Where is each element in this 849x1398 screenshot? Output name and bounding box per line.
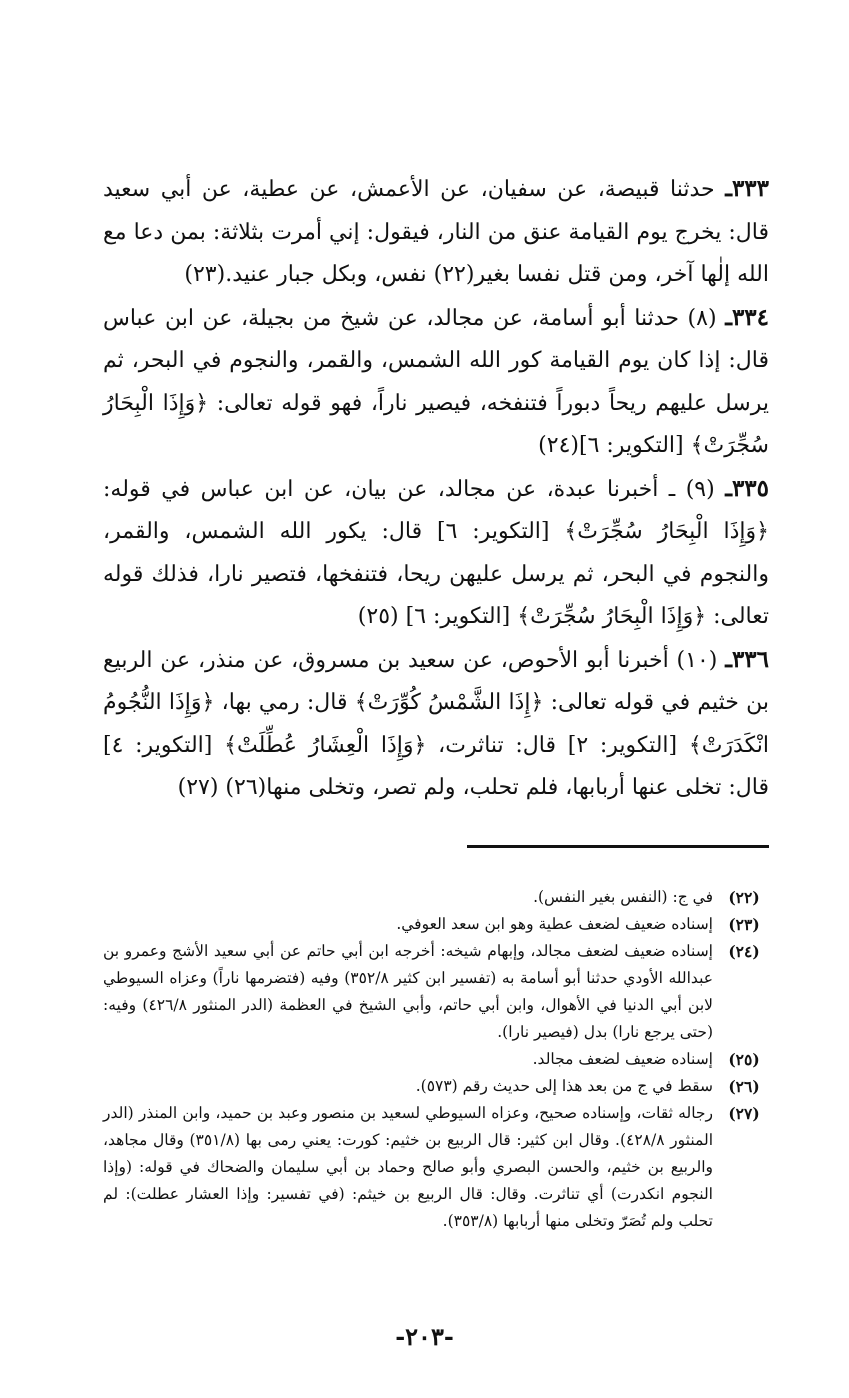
footnote-number: (٢٤) (728, 941, 760, 961)
footnote-text: في ج: (النفس بغير النفس). (533, 887, 713, 906)
entry-number: ٣٣٤ـ (725, 303, 769, 331)
entry-number: ٣٣٥ـ (725, 474, 769, 502)
footnote-text: إسناده ضعيف لضعف مجالد، وإبهام شيخه: أخرجه ابن أبي حاتم عن أبي سعيد الأشج وعمرو بن عبدالله الأودي حدثنا أبو أسامة به (تفسير ابن كثير ٣٥٢/٨) وفيه (فتضرمها ناراً) وعزاه السيوطي لابن أبي الدنيا في الأهوال، وابن أبي حاتم، وأبي الشيخ في العظمة (الدر المنثور ٤٢٦/٨) وفيه: (حتى يرجع نارا) بدل (فيصير نارا). (103, 941, 713, 1041)
footnote-number: (٢٣) (728, 914, 760, 934)
footnote-text: إسناده ضعيف لضعف عطية وهو ابن سعد العوفي. (396, 914, 713, 933)
footnote-text: سقط في ج من بعد هذا إلى حديث رقم (٥٧٣). (415, 1076, 713, 1095)
entry-text: حدثنا قبيصة، عن سفيان، عن الأعمش، عن عطية، عن أبي سعيد قال: يخرج يوم القيامة عنق من النار، فيقول: إني أمرت بثلاثة: بمن دعا مع الله إلٰها آخر، ومن قتل نفسا بغير(٢٢) نفس، وبكل جبار عنيد.(٢٣) (103, 177, 769, 287)
entry-text: (١٠) أخبرنا أبو الأحوص، عن سعيد بن مسروق، عن منذر، عن الربيع بن خثيم في قوله تعالى: ﴿إِذَا الشَّمْسُ كُوِّرَتْ﴾ قال: رمي بها، ﴿وَإِذَا النُّجُومُ انْكَدَرَتْ﴾ [التكوير: ٢] قال: تناثرت، ﴿وَإِذَا الْعِشَارُ عُطِّلَتْ﴾ [التكوير: ٤] قال: تخلى عنها أربابها، فلم تحلب، ولم تصر، وتخلى منها(٢٦) (٢٧) (103, 647, 769, 800)
entry-number: ٣٣٦ـ (725, 645, 769, 673)
footnotes (103, 884, 769, 1235)
footnote-separator (467, 845, 769, 848)
hadith-entry-336 (103, 639, 769, 810)
footnote-22 (103, 884, 769, 911)
footnote-text: إسناده ضعيف لضعف مجالد. (532, 1049, 713, 1068)
entry-text: (٩) ـ أخبرنا عبدة، عن مجالد، عن بيان، عن ابن عباس في قوله: ﴿وَإِذَا الْبِحَارُ سُجِّرَتْ﴾ [التكوير: ٦] قال: يكور الله الشمس، والقمر، والنجوم في البحر، ثم يرسل عليهن ريحا، فتنفخها، فتصير نارا، فذلك قوله تعالى: ﴿وَإِذَا الْبِحَارُ سُجِّرَتْ﴾ [التكوير: ٦] (٢٥) (103, 476, 770, 629)
entry-text: (٨) حدثنا أبو أسامة، عن مجالد، عن شيخ من بجيلة، عن ابن عباس قال: إذا كان يوم القيامة كور الله الشمس، والقمر، والنجوم في البحر، ثم يرسل عليهم ريحاً دبوراً فتنفخه، فيصير ناراً، فهو قوله تعالى: ﴿وَإِذَا الْبِحَارُ سُجِّرَتْ﴾ [التكوير: ٦](٢٤) (103, 305, 769, 458)
main-text (103, 168, 769, 810)
footnote-number: (٢٢) (728, 887, 760, 907)
footnote-24 (103, 938, 769, 1046)
page-number: -٢٠٣- (395, 1322, 454, 1351)
footnote-26 (103, 1073, 769, 1100)
book-page (103, 168, 769, 1358)
footnote-27 (103, 1100, 769, 1235)
footnote-23 (103, 911, 769, 938)
hadith-entry-333 (103, 168, 769, 297)
footnote-25 (103, 1046, 769, 1073)
footnote-text: رجاله ثقات، وإسناده صحيح، وعزاه السيوطي لسعيد بن منصور وعبد بن حميد، وابن المنذر (الدر المنثور ٤٢٨/٨). وقال ابن كثير: قال الربيع بن خثيم: كورت: يعني رمى بها (٣٥١/٨) وقال مجاهد، والربيع بن خثيم، والحسن البصري وأبو صالح وحماد بن أبي سليمان والضحاك في قوله: (وإذا النجوم انكدرت) أي تناثرت. وقال: قال الربيع بن خيثم: (في تفسير: وإذا العشار عطلت): لم تحلب ولم تُصَرّ وتخلى منها أربابها (٣٥٣/٨). (103, 1103, 714, 1230)
hadith-entry-334 (103, 297, 769, 468)
entry-number: ٣٣٣ـ (725, 175, 769, 202)
footnote-number: (٢٥) (728, 1049, 760, 1069)
footnote-number: (٢٧) (728, 1103, 760, 1123)
hadith-entry-335 (103, 468, 769, 639)
footnote-number: (٢٦) (728, 1076, 760, 1096)
